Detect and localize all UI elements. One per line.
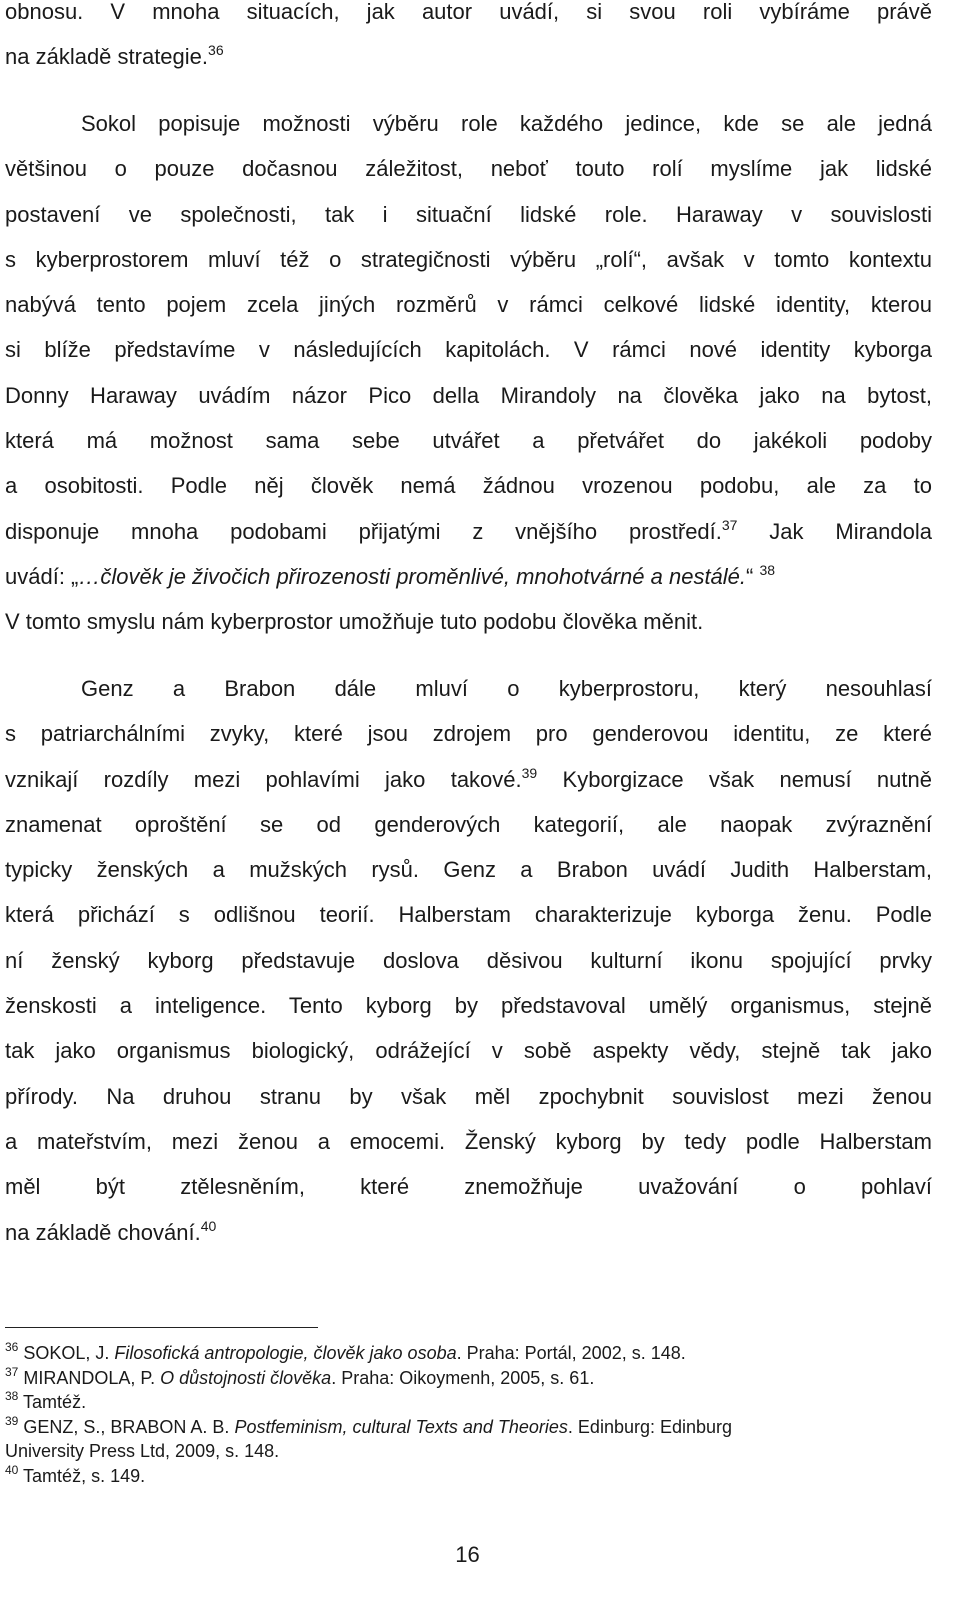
- paragraph-1: [5, 0, 932, 80]
- paragraph-2: [5, 101, 932, 645]
- text-line: nabývá tento pojem zcela jiných rozměrů v rámci celkové lidské identity, kterou: [5, 292, 932, 318]
- text-line: uvádí: „…člověk je živočich přirozenosti proměnlivé, mnohotvárné a nestálé.“ $^{38}$: [5, 561, 776, 589]
- footnote: $^{40}$ Tamtéž, s. 149.: [5, 1462, 146, 1486]
- footnote-separator: [5, 1327, 318, 1328]
- text-line: znamenat oproštění se od genderových kategorií, ale naopak zvýraznění: [5, 811, 932, 837]
- text-line: Genz a Brabon dále mluví o kyberprostoru, který nesouhlasí: [81, 676, 932, 701]
- footnote-ref[interactable]: 36: [208, 42, 224, 59]
- text-line: která má možnost sama sebe utvářet a přetvářet do jakékoli podoby: [5, 428, 932, 454]
- text-line: tak jako organismus biologický, odrážející v sobě aspekty vědy, stejně tak jako: [5, 1038, 932, 1064]
- footnote-ref[interactable]: 40: [200, 1217, 217, 1234]
- text-line: disponuje mnoha podobami přijatými z vnějšího prostředí.$^{37}$ Jak Mirandola: [5, 516, 932, 544]
- footnote-number: 40: [5, 1462, 19, 1477]
- work-title: Postfeminism, cultural Texts and Theories: [234, 1416, 568, 1437]
- text-line: typicky ženských a mužských rysů. Genz a Brabon uvádí Judith Halberstam,: [5, 857, 932, 883]
- footnotes: [5, 1341, 932, 1488]
- footnote-ref[interactable]: 39: [521, 764, 538, 781]
- text-line: s patriarchálními zvyky, které jsou zdrojem pro genderovou identitu, ze které: [5, 721, 932, 747]
- footnote-continuation: University Press Ltd, 2009, s. 148.: [5, 1441, 280, 1461]
- text-line: si blíže představíme v následujících kapitolách. V rámci nové identity kyborga: [5, 337, 932, 363]
- footnote: $^{38}$ Tamtéž.: [5, 1389, 87, 1412]
- text-line: která přichází s odlišnou teorií. Halberstam charakterizuje kyborga ženu. Podle: [5, 902, 932, 928]
- quotation: …člověk je živočich přirozenosti proměnlivé, mnohotvárné a nestálé.: [78, 563, 747, 589]
- footnote-number: 38: [5, 1389, 19, 1403]
- text-line: Donny Haraway uvádím názor Pico della Mirandoly na člověka jako na bytost,: [5, 382, 932, 408]
- text-line: vznikají rozdíly mezi pohlavími jako takové.$^{39}$ Kyborgizace však nemusí nutně: [5, 764, 932, 792]
- text-line: a mateřstvím, mezi ženou a emocemi. Ženský kyborg by tedy podle Halberstam: [5, 1128, 932, 1154]
- text-line: přírody. Na druhou stranu by však měl zpochybnit souvislost mezi ženou: [5, 1083, 932, 1109]
- footnote: $^{36}$ SOKOL, J. Filosofická antropologie, člověk jako osoba. Praha: Portál, 2002, s. 148.: [5, 1340, 686, 1363]
- page-number: 16: [455, 1542, 480, 1567]
- text-line: většinou o pouze dočasnou záležitost, neboť touto rolí myslíme jak lidské: [5, 156, 932, 182]
- work-title: Filosofická antropologie, člověk jako osoba: [114, 1343, 457, 1363]
- text-line: na základě chování.$^{40}$: [5, 1217, 217, 1245]
- paragraph-3: [5, 666, 932, 1255]
- footnote-number: 37: [5, 1364, 19, 1379]
- footnote-ref[interactable]: 37: [721, 516, 738, 533]
- footnote-number: 36: [5, 1340, 19, 1354]
- text-line: obnosu. V mnoha situacích, jak autor uvádí, si svou roli vybíráme právě: [5, 0, 932, 24]
- text-line: na základě strategie.$^{36}$: [5, 42, 224, 70]
- text-line: s kyberprostorem mluví též o strategičnosti výběru „rolí“, avšak v tomto kontextu: [5, 246, 932, 272]
- text-line: Sokol popisuje možnosti výběru role každého jedince, kde se ale jedná: [81, 111, 932, 136]
- text-line: postavení ve společnosti, tak i situační lidské role. Haraway v souvislosti: [5, 201, 932, 227]
- footnote-ref[interactable]: 38: [759, 561, 776, 578]
- footnote-number: 39: [5, 1413, 19, 1428]
- text-line: ní ženský kyborg představuje doslova děsivou kulturní ikonu spojující prvky: [5, 947, 932, 973]
- footnote: $^{39}$ GENZ, S., BRABON A. B. Postfeminism, cultural Texts and Theories. Edinburg: Edinburg: [5, 1413, 733, 1437]
- work-title: O důstojnosti člověka: [160, 1367, 332, 1388]
- text-line: V tomto smyslu nám kyberprostor umožňuje tuto podobu člověka měnit.: [5, 609, 704, 635]
- text-line: a osobitosti. Podle něj člověk nemá žádnou vrozenou podobu, ale za to: [5, 473, 932, 499]
- text-line: měl být ztělesněním, které znemožňuje uvažování o pohlaví: [5, 1174, 932, 1200]
- footnote: $^{37}$ MIRANDOLA, P. O důstojnosti člověka. Praha: Oikoymenh, 2005, s. 61.: [5, 1364, 595, 1388]
- text-line: ženskosti a inteligence. Tento kyborg by představoval umělý organismus, stejně: [5, 993, 932, 1019]
